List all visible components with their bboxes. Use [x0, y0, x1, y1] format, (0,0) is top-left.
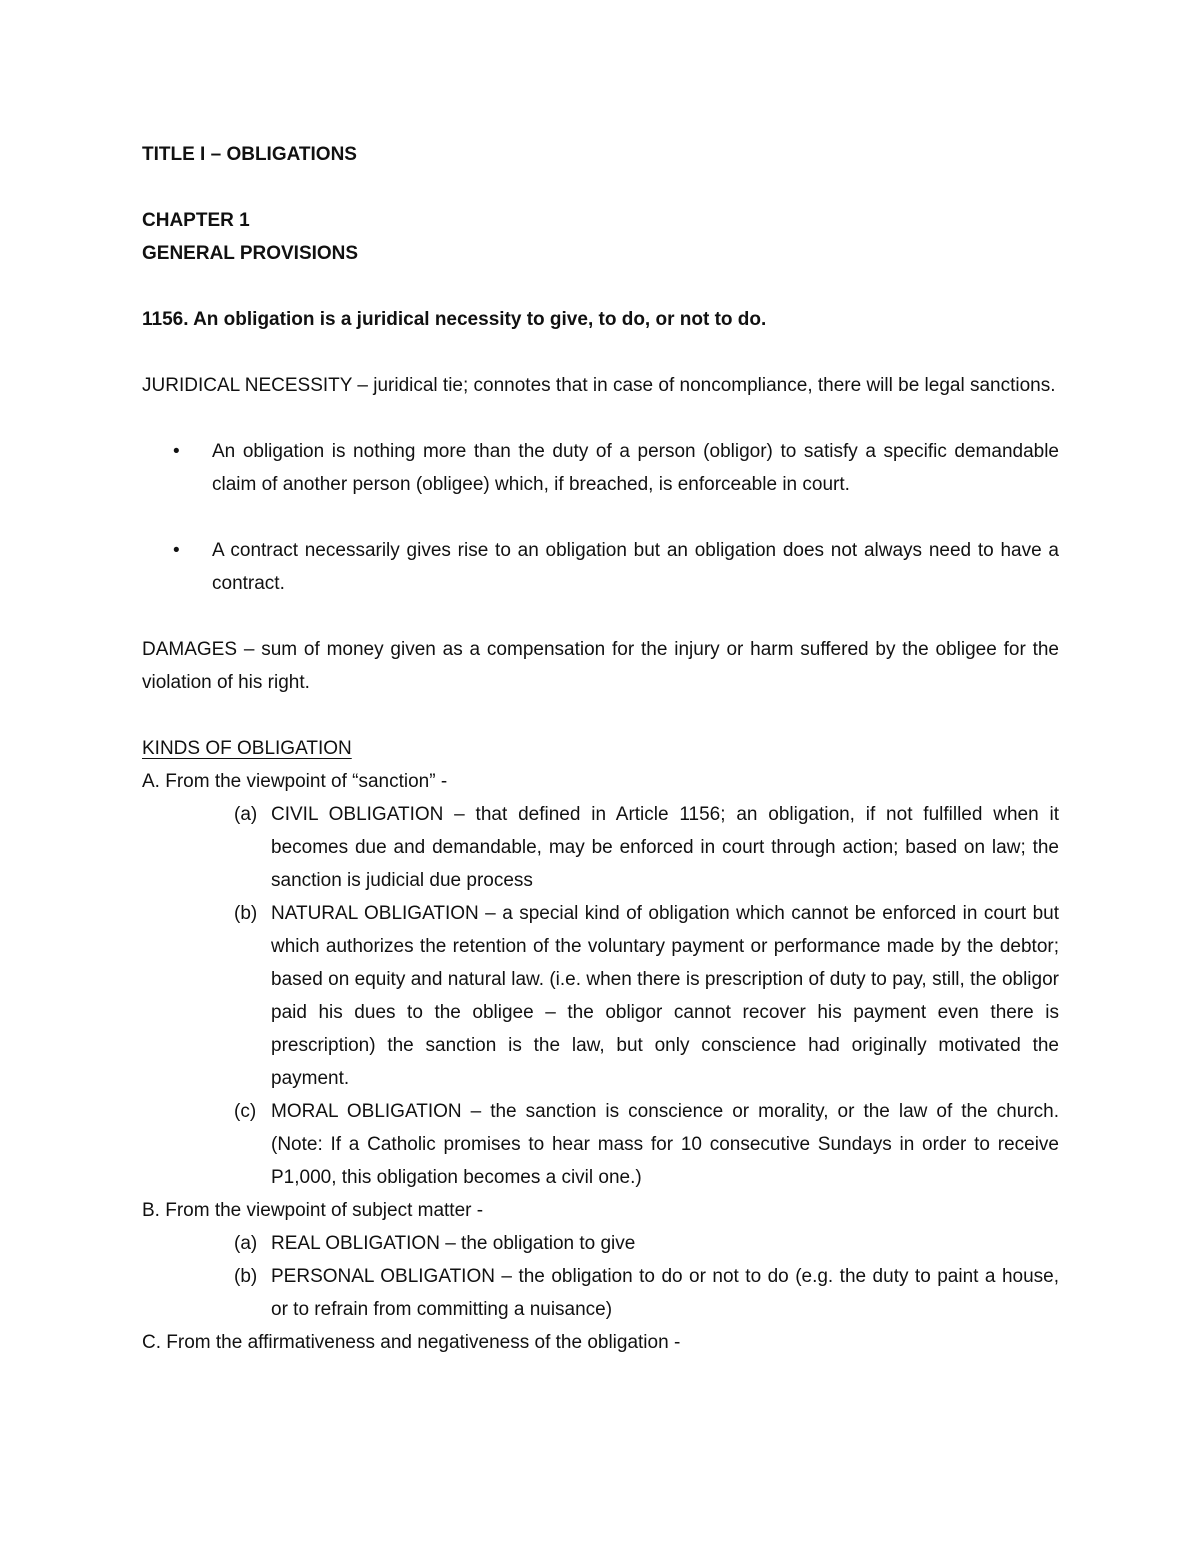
- spacer: [142, 270, 1059, 303]
- list-item: [142, 1227, 1059, 1260]
- real-obligation-text: REAL OBLIGATION – the obligation to give: [271, 1233, 636, 1254]
- item-marker: (a): [234, 804, 258, 825]
- personal-obligation-text: PERSONAL OBLIGATION – the obligation to do or not to do (e.g. the duty to paint a house, or to refrain from committing a nuisance): [271, 1266, 1059, 1320]
- moral-obligation-text: MORAL OBLIGATION – the sanction is conscience or morality, or the law of the church. (Note: If a Catholic promises to hear mass for 10 consecutive Sundays in order to receive P1,000, this obligation becomes a civil one.): [271, 1101, 1059, 1188]
- bullet-text: An obligation is nothing more than the duty of a person (obligor) to satisfy a specific demandable claim of another person (obligee) which, if breached, is enforceable in court.: [212, 441, 1059, 495]
- spacer: [142, 699, 1059, 732]
- bullet-list: [142, 435, 1059, 600]
- spacer: [142, 402, 1059, 435]
- section-b-label: B. From the viewpoint of subject matter -: [142, 1200, 484, 1221]
- spacer: [142, 336, 1059, 369]
- item-marker: (c): [234, 1101, 257, 1122]
- chapter-title: GENERAL PROVISIONS: [142, 243, 359, 264]
- bullet-icon: •: [173, 441, 180, 462]
- list-item: [142, 1260, 1059, 1326]
- bullet-text: A contract necessarily gives rise to an obligation but an obligation does not always need to have a contract.: [212, 540, 1059, 594]
- juridical-necessity-definition: JURIDICAL NECESSITY – juridical tie; connotes that in case of noncompliance, there will be legal sanctions.: [142, 375, 1056, 396]
- chapter-number: CHAPTER 1: [142, 210, 250, 231]
- item-marker: (b): [234, 1266, 258, 1287]
- list-item: [142, 798, 1059, 897]
- kinds-heading: [142, 732, 1059, 765]
- section-c-label: C. From the affirmativeness and negativeness of the obligation -: [142, 1332, 681, 1353]
- spacer: [142, 600, 1059, 633]
- document-title: TITLE I – OBLIGATIONS: [142, 144, 357, 165]
- list-item: [142, 534, 1059, 600]
- list-item: [142, 897, 1059, 1095]
- spacer: [142, 171, 1059, 204]
- section-a-label: A. From the viewpoint of “sanction” -: [142, 771, 448, 792]
- list-item: [142, 1095, 1059, 1194]
- item-marker: (a): [234, 1233, 258, 1254]
- damages-definition: DAMAGES – sum of money given as a compensation for the injury or harm suffered by the obligee for the violation of his right.: [142, 639, 1059, 693]
- item-marker: (b): [234, 903, 258, 924]
- document-page: [142, 138, 1059, 1359]
- bullet-icon: •: [173, 540, 180, 561]
- civil-obligation-text: CIVIL OBLIGATION – that defined in Article 1156; an obligation, if not fulfilled when it becomes due and demandable, may be enforced in court through action; based on law; the sanction is judicial due process: [271, 804, 1059, 891]
- kinds-heading-text: KINDS OF OBLIGATION: [142, 738, 352, 759]
- list-item: [142, 435, 1059, 501]
- natural-obligation-text: NATURAL OBLIGATION – a special kind of obligation which cannot be enforced in court but which authorizes the retention of the voluntary payment or performance made by the debtor; based on equity and natural law. (i.e. when there is prescription of duty to pay, still, the obligor paid his dues to the obligee – the obligor cannot recover his payment even there is prescription) the sanction is the law, but only conscience had originally motivated the payment.: [271, 903, 1059, 1089]
- spacer: [142, 501, 1059, 534]
- article-1156: 1156. An obligation is a juridical necessity to give, to do, or not to do.: [142, 309, 767, 330]
